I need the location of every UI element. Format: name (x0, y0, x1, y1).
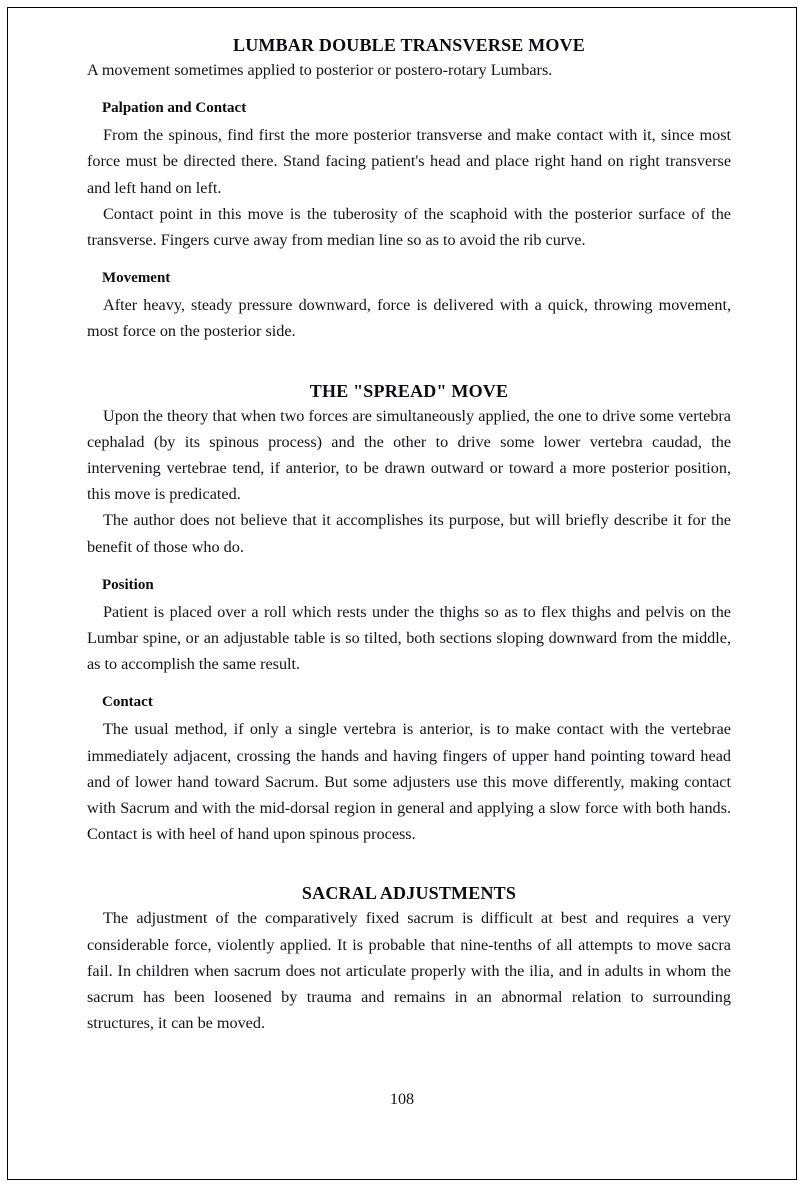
paragraph-lumbar-intro: A movement sometimes applied to posterior or postero-rotary Lumbars. (87, 61, 553, 79)
paragraph-palpation-contact-1: From the spinous, find first the more posterior transverse and make contact with it, since most force must be directed there. Stand facing patient's head and place right hand on right transverse and left hand on left. (87, 126, 731, 197)
page-number: 108 (389, 1090, 415, 1108)
subheading-movement: Movement (102, 270, 171, 287)
section-heading-the-spread-move: THE "SPREAD" MOVE (309, 380, 509, 401)
paragraph-contact-1: The usual method, if only a single vertebra is anterior, is to make contact with the vertebrae immediately adjacent, crossing the hands and having fingers of upper hand pointing toward head and of lower hand toward Sacrum. But some adjusters use this move differently, making contact with Sacrum and with the mid-dorsal region in general and applying a slow force with both hands. Contact is with heel of hand upon spinous process. (87, 720, 731, 844)
section-heading-lumbar-double-transverse-move: LUMBAR DOUBLE TRANSVERSE MOVE (232, 35, 586, 55)
paragraph-sacral-1: The adjustment of the comparatively fixed sacrum is difficult at best and requires a very considerable force, violently applied. It is probable that nine-tenths of all attempts to move sacra fail. In children when sacrum does not articulate properly with the ilia, and in adults in whom the sacrum has been loosened by trauma and remains in an abnormal relation to surrounding structures, it can be moved. (87, 909, 731, 1033)
subheading-position: Position (102, 576, 154, 593)
subheading-palpation-and-contact: Palpation and Contact (102, 100, 247, 117)
section-heading-sacral-adjustments: SACRAL ADJUSTMENTS (301, 883, 517, 904)
subheading-contact: Contact (102, 694, 153, 711)
paragraph-palpation-contact-2: Contact point in this move is the tuberosity of the scaphoid with the posterior surface of the transverse. Fingers curve away from median line so as to avoid the rib curve. (87, 204, 731, 250)
paragraph-spread-2: The author does not believe that it accomplishes its purpose, but will briefly describe it for the benefit of those who do. (87, 511, 731, 556)
page-frame (7, 7, 797, 1180)
paragraph-movement-1: After heavy, steady pressure downward, force is delivered with a quick, throwing movement, most force on the posterior side. (87, 296, 731, 341)
paragraph-position-1: Patient is placed over a roll which rests under the thighs so as to flex thighs and pelvis on the Lumbar spine, or an adjustable table is so tilted, both sections sloping downward from the middle, as to accomplish the same result. (87, 602, 731, 674)
paragraph-spread-1: Upon the theory that when two forces are simultaneously applied, the one to drive some vertebra cephalad (by its spinous process) and the other to drive some lower vertebra caudad, the intervening vertebrae tend, if anterior, to be drawn outward or toward a more posterior position, this move is predicated. (87, 406, 731, 504)
page-content (87, 33, 731, 1036)
